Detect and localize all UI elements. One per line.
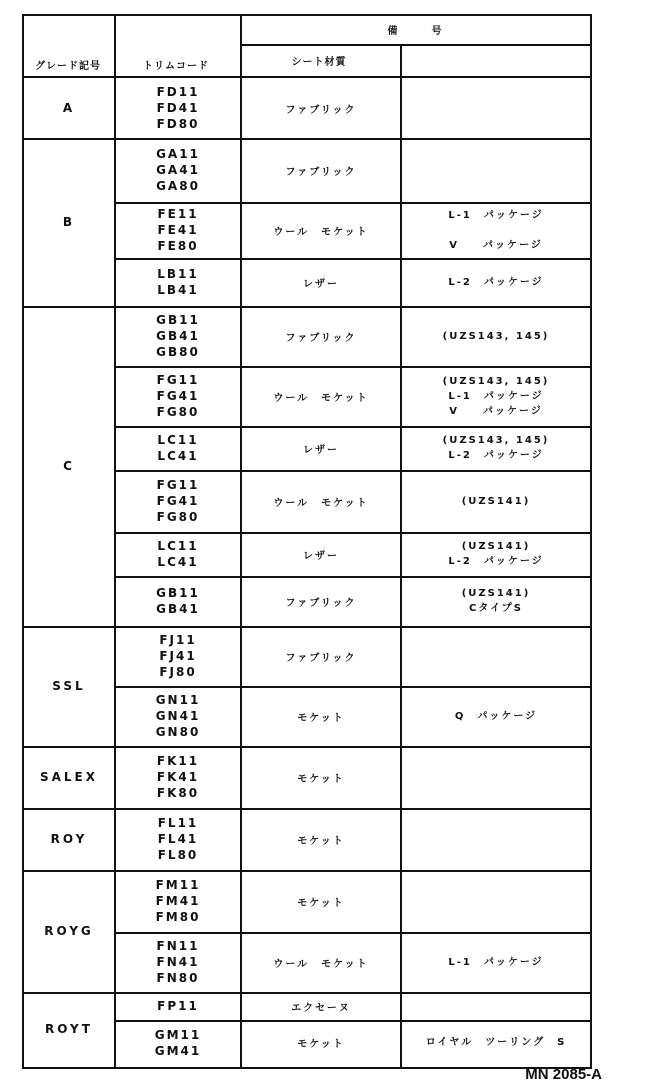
trim-code: FE80 [157,239,199,253]
trim-code-cell [116,366,240,426]
trim-code-cell [116,992,240,1020]
trim-code: FG80 [156,405,200,419]
seat-material: モケット [297,835,345,847]
trim-code-cell [116,686,240,746]
row-divider [114,470,590,472]
grade-code: ROYT [45,1021,93,1036]
trim-code: GA41 [156,163,200,177]
trim-code: GB41 [156,602,200,616]
remarks-note: L-1 パッケージ [448,956,544,968]
header-grade: グレード記号 [35,60,101,72]
remarks-note [402,138,590,202]
trim-code-cell [116,426,240,470]
seat-material: モケット [297,897,345,909]
trim-code: FD80 [156,117,200,131]
trim-code: FK80 [156,786,200,800]
remarks-note: (UZS141) L-2 パッケージ [448,541,544,567]
trim-code: GN80 [155,725,201,739]
trim-code: FG41 [156,389,200,403]
trim-code: FG41 [156,494,200,508]
row-divider [114,532,590,534]
trim-code: LB11 [157,267,199,281]
seat-material: ウール モケット [273,392,369,404]
remarks-note [402,626,590,686]
trim-code: FN11 [156,939,200,953]
trim-code: FP11 [157,999,199,1013]
trim-code: FE41 [157,223,199,237]
trim-code: FJ41 [159,649,197,663]
column-divider [400,76,402,1067]
row-divider [114,202,590,204]
row-divider [24,76,590,78]
trim-code-cell [116,306,240,366]
row-divider [114,426,590,428]
trim-code: FG80 [156,510,200,524]
row-divider [24,138,590,140]
header-trim-code: トリムコード [143,60,209,72]
trim-code-cell [116,78,240,138]
seat-material: エクセーヌ [291,1002,351,1014]
remarks-note: (UZS143, 145) L-2 パッケージ [442,435,550,461]
row-divider [24,626,590,628]
trim-code: GN11 [155,693,201,707]
trim-code: FJ11 [159,633,197,647]
seat-material: ウール モケット [273,226,369,238]
trim-code-cell [116,932,240,992]
grade-code: C [63,459,75,473]
trim-code: GA11 [156,147,200,161]
seat-material: レザー [303,444,339,456]
header-remarks: 備 号 [387,25,443,37]
column-divider [114,16,116,1067]
seat-material: ファブリック [285,104,357,116]
row-divider [24,870,590,872]
trim-code: FN41 [156,955,200,969]
trim-code: GB41 [156,329,200,343]
trim-code-cell [116,808,240,870]
trim-code-cell [116,470,240,532]
trim-code: LB41 [157,283,199,297]
remarks-note: (UZS143, 145) L-1 パッケージ V パッケージ [442,375,550,417]
trim-code: FJ80 [159,665,197,679]
trim-code-table [22,14,592,1069]
remarks-note [402,746,590,808]
trim-code: LC41 [157,449,199,463]
trim-code-cell [116,576,240,626]
remarks-note: ロイヤル ツーリング S [425,1037,567,1048]
trim-code: GM11 [154,1027,202,1042]
trim-code-cell [116,202,240,258]
remarks-note: (UZS141) [461,495,531,507]
trim-code: LC11 [157,539,199,553]
trim-code-cell [116,532,240,576]
trim-code: FE11 [157,207,199,221]
grade-code: A [62,101,76,115]
row-divider [114,686,590,688]
row-divider [24,746,590,748]
trim-code: FM80 [155,910,201,924]
trim-code: FL80 [157,848,199,862]
header-seat-material: シート材質 [291,56,347,68]
row-divider [114,258,590,260]
remarks-note: (UZS143, 145) [442,330,550,342]
trim-code: FK11 [156,754,200,768]
trim-code: GN41 [155,709,201,723]
trim-code-cell [116,258,240,306]
grade-code: SALEX [39,770,99,784]
seat-material: レザー [303,550,339,562]
row-divider [24,306,590,308]
trim-code-cell [116,1020,240,1065]
remarks-note [402,78,590,138]
trim-code-cell [116,138,240,202]
trim-code: FD41 [156,101,200,115]
column-divider [240,16,242,1067]
trim-code: FM11 [155,878,201,892]
seat-material: モケット [297,712,345,724]
seat-material: ファブリック [285,597,357,609]
trim-code: LC11 [157,433,199,447]
remarks-note [402,870,590,932]
seat-material: モケット [297,773,345,785]
seat-material: ファブリック [285,652,357,664]
trim-code: FG11 [156,478,200,492]
row-divider [114,1020,590,1022]
seat-material: ファブリック [285,332,357,344]
trim-code: LC41 [157,555,199,569]
trim-code: FL11 [157,816,199,830]
remarks-note [402,992,590,1020]
trim-code-cell [116,746,240,808]
trim-code-cell [116,870,240,932]
grade-code: B [62,215,76,229]
trim-code: FG11 [156,373,200,387]
trim-code: GB11 [156,313,200,327]
trim-code: GB11 [156,586,200,600]
seat-material: レザー [303,278,339,290]
remarks-note: L-2 パッケージ [448,276,544,288]
row-divider [240,44,590,46]
grade-code: ROY [50,832,88,846]
seat-material: モケット [297,1039,345,1050]
trim-code: GA80 [156,179,200,193]
remarks-note: (UZS141) CタイプS [461,588,531,614]
document-code: MN 2085-A [525,1066,602,1083]
row-divider [24,808,590,810]
trim-code: FD11 [156,85,200,99]
trim-code: FM41 [155,894,201,908]
column-divider [400,44,402,76]
seat-material: ウール モケット [273,497,369,509]
grade-code: SSL [52,679,86,693]
row-divider [114,932,590,934]
trim-code: GM41 [154,1043,202,1058]
remarks-note [402,808,590,870]
seat-material: ファブリック [285,166,357,178]
remarks-note: L-1 パッケージ V パッケージ [448,209,544,251]
row-divider [114,576,590,578]
seat-material: ウール モケット [273,958,369,970]
trim-code: FK41 [156,770,200,784]
row-divider [24,992,590,994]
row-divider [114,366,590,368]
trim-code: GB80 [156,345,200,359]
trim-code: FN80 [156,971,200,985]
trim-code: FL41 [157,832,199,846]
grade-code: ROYG [44,924,94,938]
remarks-note: Q パッケージ [454,710,538,722]
trim-code-cell [116,626,240,686]
